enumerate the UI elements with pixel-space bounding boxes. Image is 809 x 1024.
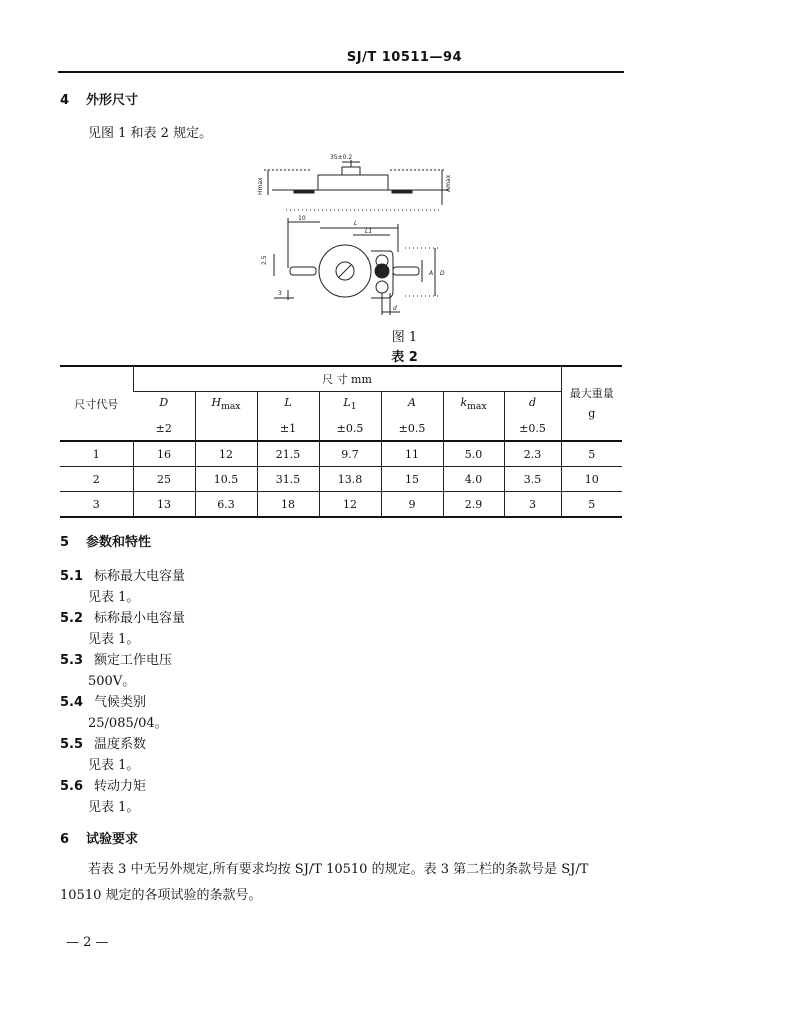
table-cell: 9.7 <box>319 441 381 467</box>
table-cell: 12 <box>195 441 257 467</box>
col-tol-cell <box>443 416 504 441</box>
item-5-6-heading: 5.6 转动力矩 <box>60 779 147 794</box>
terminal-bottom <box>376 281 388 293</box>
col-tol-cell: ±1 <box>257 416 319 441</box>
table-cell: 11 <box>381 441 443 467</box>
table-cell: 18 <box>257 492 319 518</box>
section-6-heading <box>60 828 138 847</box>
col-sym-cell: $k_{max}$ <box>443 392 504 417</box>
table-cell: 2.3 <box>504 441 561 467</box>
fig-label-l1: L1 <box>365 228 373 235</box>
section-4-text: 见图 1 和表 2 规定。 <box>88 126 213 141</box>
dimension-group-header: 尺 寸 mm <box>133 366 561 392</box>
table-row <box>60 492 622 518</box>
header-rule <box>58 71 624 73</box>
item-5-3-value: 500V。 <box>88 674 136 689</box>
col-sym-cell: d <box>504 392 561 417</box>
page-header: SJ/T 10511—94 <box>346 50 463 65</box>
col-weight-unit: g <box>588 406 596 420</box>
table-cell: 2.9 <box>443 492 504 518</box>
side-view-body <box>318 175 388 190</box>
section-6-number: 6 <box>60 832 70 847</box>
right-lead <box>393 267 419 275</box>
item-5-2-heading: 5.2 标称最小电容量 <box>60 611 186 626</box>
row-weight: 5 <box>561 492 622 518</box>
side-view-rotor <box>342 167 360 175</box>
col-sym-cell: L <box>257 392 319 417</box>
table-cell: 13 <box>133 492 195 518</box>
fig-label-hmax: Hmax <box>257 177 264 195</box>
table-row <box>60 467 622 492</box>
col-tol-cell: ±0.5 <box>319 416 381 441</box>
row-code: 1 <box>60 441 133 467</box>
table-cell: 15 <box>381 467 443 492</box>
col-tol-cell: ±0.5 <box>504 416 561 441</box>
row-code: 3 <box>60 492 133 518</box>
section-4-number: 4 <box>60 93 70 108</box>
item-5-5-heading: 5.5 温度系数 <box>60 737 147 752</box>
figure-1-drawing <box>250 150 470 322</box>
table-2-caption: 表 2 <box>391 350 418 365</box>
fig-label-amax: Amax <box>445 174 452 192</box>
fig-label-a: A <box>429 270 434 277</box>
fig-label-d-small: d <box>393 305 397 312</box>
item-5-4-value: 25/085/04。 <box>88 716 168 731</box>
col-code-header: 尺寸代号 <box>60 366 133 441</box>
fig-label-three: 3 <box>278 290 282 297</box>
table-cell: 4.0 <box>443 467 504 492</box>
item-5-1-value: 见表 1。 <box>88 590 140 605</box>
section-5-heading <box>60 531 151 550</box>
section-4-title: 外形尺寸 <box>86 93 139 108</box>
section-4-heading <box>60 89 138 108</box>
table-cell: 21.5 <box>257 441 319 467</box>
table-cell: 12 <box>319 492 381 518</box>
table-cell: 13.8 <box>319 467 381 492</box>
section-5-title: 参数和特性 <box>86 535 152 550</box>
figure-1-caption: 图 1 <box>391 330 418 345</box>
table-symbol-row <box>60 392 622 417</box>
table-cell: 3.5 <box>504 467 561 492</box>
col-tol-cell <box>195 416 257 441</box>
col-weight-header <box>561 366 622 441</box>
item-5-1-heading: 5.1 标称最大电容量 <box>60 569 186 584</box>
item-5-6-value: 见表 1。 <box>88 800 140 815</box>
table-cell: 31.5 <box>257 467 319 492</box>
fig-label-top-dim: 35±0.2 <box>330 154 353 161</box>
table-cell: 9 <box>381 492 443 518</box>
row-code: 2 <box>60 467 133 492</box>
col-tol-cell: ±0.5 <box>381 416 443 441</box>
fig-label-d-big: D <box>440 270 445 277</box>
row-weight: 10 <box>561 467 622 492</box>
table-2 <box>60 365 622 518</box>
col-weight-label: 最大重量 <box>569 386 614 400</box>
fig-label-side: 2.5 <box>261 255 268 265</box>
col-sym-cell: $H_{max}$ <box>195 392 257 417</box>
table-cell: 5.0 <box>443 441 504 467</box>
fig-label-ten: 10 <box>298 215 306 222</box>
row-weight: 5 <box>561 441 622 467</box>
item-5-5-value: 见表 1。 <box>88 758 140 773</box>
terminal-middle <box>375 264 389 278</box>
table-tolerance-row <box>60 416 622 441</box>
table-row <box>60 441 622 467</box>
table-cell: 25 <box>133 467 195 492</box>
col-sym-cell: $L_1$ <box>319 392 381 417</box>
table-cell: 6.3 <box>195 492 257 518</box>
item-5-4-heading: 5.4 气候类别 <box>60 695 147 710</box>
left-lead <box>290 267 316 275</box>
item-5-2-value: 见表 1。 <box>88 632 140 647</box>
section-6-text: 若表 3 中无另外规定,所有要求均按 SJ/T 10510 的规定。表 3 第二栏的条款号是 SJ/T 10510 规定的各项试验的条款号。 <box>60 862 589 903</box>
table-header-row <box>60 366 622 392</box>
section-5-number: 5 <box>60 535 70 550</box>
section-6-title: 试验要求 <box>86 832 139 847</box>
page-number: — 2 — <box>66 935 109 950</box>
item-5-3-heading: 5.3 额定工作电压 <box>60 653 173 668</box>
fig-label-l: L <box>354 220 358 227</box>
col-sym-cell: D <box>159 395 169 409</box>
table-cell: 3 <box>504 492 561 518</box>
col-sym-cell: A <box>381 392 443 417</box>
table-cell: 16 <box>133 441 195 467</box>
table-cell: 10.5 <box>195 467 257 492</box>
col-tol-cell: ±2 <box>133 416 195 441</box>
